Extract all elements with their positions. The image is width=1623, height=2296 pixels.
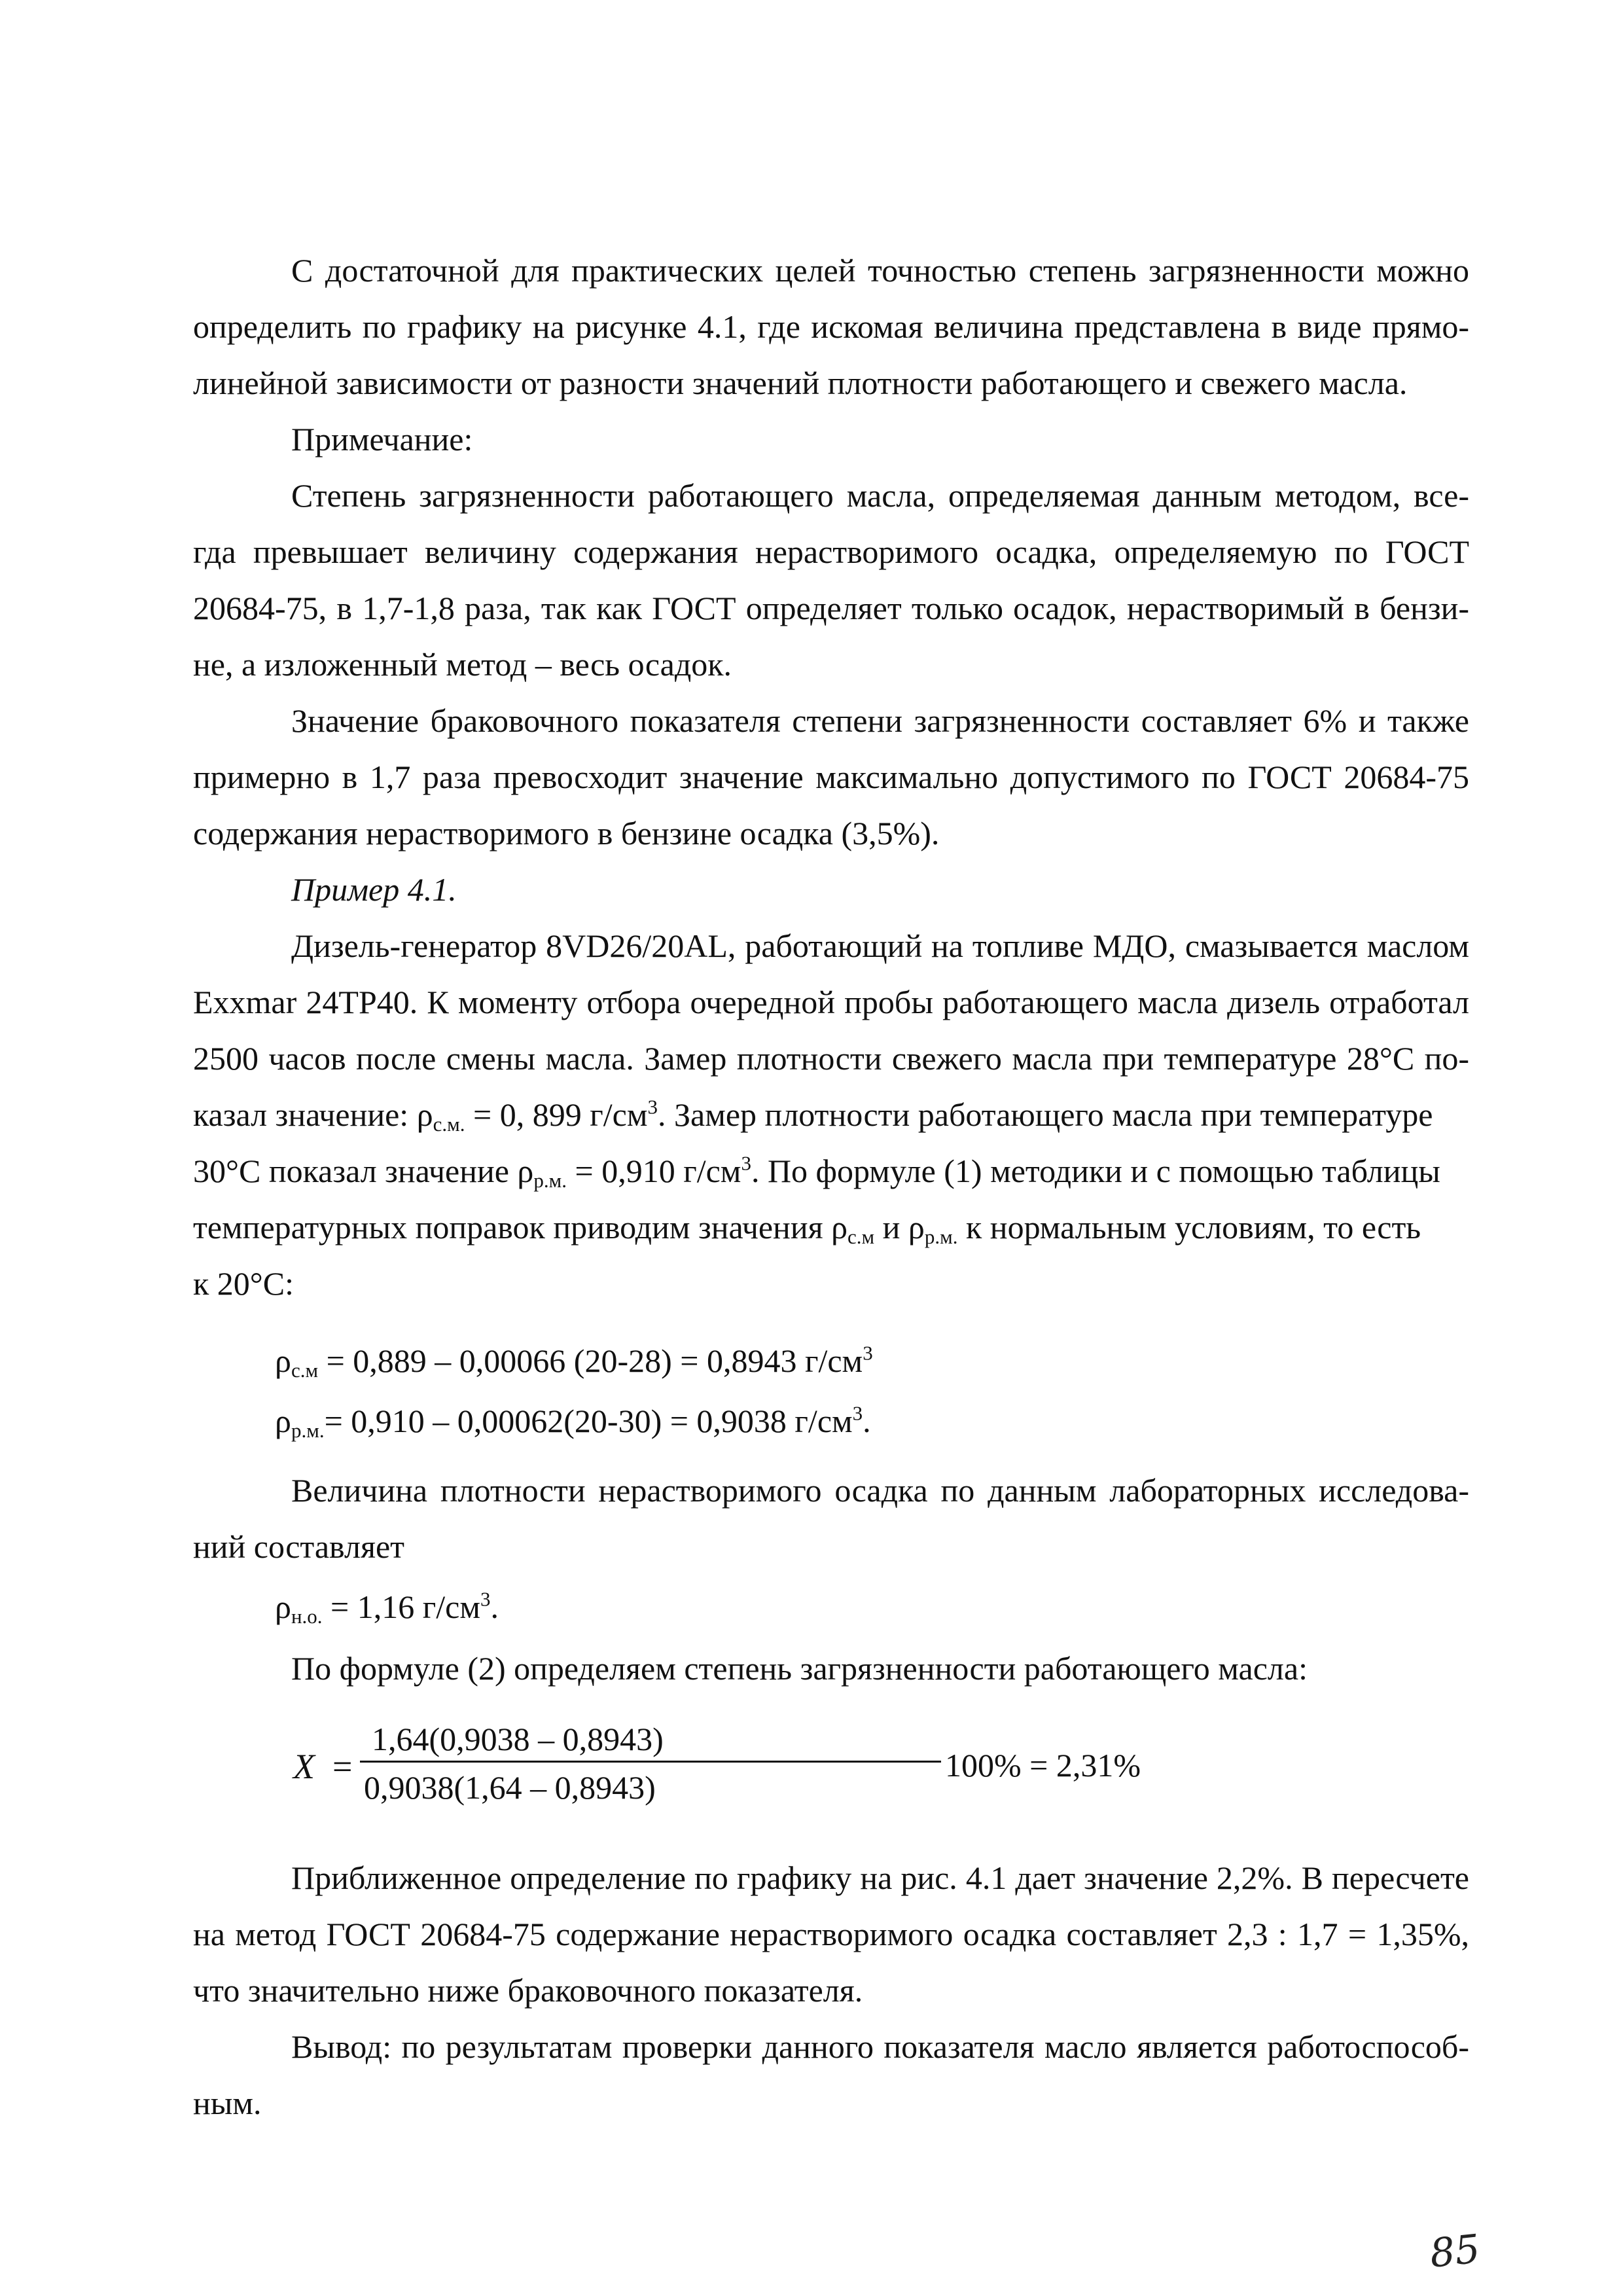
text-segment: ρ (275, 1342, 291, 1379)
note-label: Примечание: (291, 421, 473, 457)
text-segment: казал значение: ρ (193, 1096, 433, 1133)
contamination-formula (293, 1720, 1141, 1806)
subscript: р.м. (291, 1418, 325, 1442)
text-segment: ρ (275, 1588, 291, 1625)
formula-equals: = (332, 1747, 353, 1786)
text-segment: 30°С показал значение ρ (193, 1153, 534, 1189)
subscript: р.м. (924, 1225, 958, 1248)
text-segment: температурных поправок приводим значения ρ (193, 1209, 848, 1246)
paragraph-1-line-3: линейной зависимости от разности значений плотности работающего и свежего масла. (193, 365, 1408, 401)
paragraph-5-line-1: Величина плотности нерастворимого осадка по данным лабораторных исследова- (291, 1472, 1469, 1509)
page-number: 85 (1427, 2226, 1482, 2277)
paragraph-4-line-2: Exxmar 24TP40. К моменту отбора очередной пробы работающего масла дизель отработал (193, 984, 1469, 1020)
text-segment: . (490, 1588, 499, 1625)
equation-sediment-density (275, 1587, 499, 1628)
paragraph-5-line-2: ний составляет (193, 1528, 404, 1565)
text-segment: ρ (275, 1403, 291, 1439)
paragraph-2-line-1: Степень загрязненности работающего масла, определяемая данным методом, все- (291, 477, 1469, 514)
example-title: Пример 4.1. (291, 871, 457, 908)
paragraph-2-line-3: 20684-75, в 1,7-1,8 раза, так как ГОСТ определяет только осадок, нерастворимый в бензи- (193, 590, 1469, 626)
paragraph-2-line-2: гда превышает величину содержания нерастворимого осадка, определяемую по ГОСТ (193, 533, 1469, 570)
subscript: н.о. (291, 1604, 323, 1628)
paragraph-3-line-2: примерно в 1,7 раза превосходит значение максимально допустимого по ГОСТ 20684-75 (193, 759, 1469, 795)
numerator-text: 1,64(0,9038 – 0,8943) (372, 1721, 664, 1757)
paragraph-4-line-6 (193, 1211, 1421, 1247)
superscript: 3 (647, 1095, 658, 1119)
superscript: 3 (480, 1587, 491, 1611)
denominator-text: 0,9038(1,64 – 0,8943) (364, 1769, 656, 1806)
superscript: 3 (741, 1151, 751, 1175)
paragraph-2-line-4: не, а изложенный метод – весь осадок. (193, 646, 732, 683)
paragraph-4-line-1: Дизель-генератор 8VD26/20AL, работающий на топливе МДО, смазывается маслом (291, 927, 1469, 964)
text-segment: и ρ (874, 1209, 925, 1246)
superscript: 3 (863, 1341, 873, 1365)
paragraph-6: По формуле (2) определяем степень загрязненности работающего масла: (291, 1650, 1308, 1687)
formula-variable: X (293, 1747, 315, 1786)
text-segment: = 0,889 – 0,00066 (20-28) = 0,8943 г/см (318, 1342, 863, 1379)
formula-result: 100% = 2,31% (945, 1747, 1141, 1784)
paragraph-7-line-1: Приближенное определение по графику на рис. 4.1 дает значение 2,2%. В пересчете (291, 1859, 1469, 1896)
superscript: 3 (852, 1401, 863, 1425)
text-segment: к нормальным условиям, то есть (957, 1209, 1421, 1246)
formula-denominator (364, 1768, 656, 1806)
paragraph-4-line-4 (193, 1095, 1433, 1136)
paragraph-8-line-2: ным. (193, 2085, 262, 2121)
paragraph-7-line-3: что значительно ниже браковочного показателя. (193, 1972, 863, 2009)
subscript: с.м (291, 1358, 319, 1382)
paragraph-1-line-2: определить по графику на рисунке 4.1, где искомая величина представлена в виде прямо- (193, 308, 1469, 345)
equation-working-oil-density (275, 1401, 871, 1442)
paragraph-4-line-5 (193, 1151, 1440, 1192)
text-segment: . (863, 1403, 871, 1439)
text-segment: = 0,910 – 0,00062(20-30) = 0,9038 г/см (324, 1403, 853, 1439)
paragraph-4-line-7: к 20°С: (193, 1265, 294, 1302)
paragraph-3-line-3: содержания нерастворимого в бензине осадка (3,5%). (193, 815, 940, 852)
paragraph-4-line-3: 2500 часов после смены масла. Замер плотности свежего масла при температуре 28°С по- (193, 1040, 1469, 1077)
paragraph-1-line-1: С достаточной для практических целей точностью степень загрязненности можно (291, 252, 1469, 289)
paragraph-3-line-1: Значение браковочного показателя степени загрязненности составляет 6% и также (291, 702, 1469, 739)
subscript: с.м (847, 1225, 875, 1248)
formula-numerator (372, 1720, 938, 1758)
subscript: с.м. (433, 1112, 465, 1136)
paragraph-7-line-2: на метод ГОСТ 20684-75 содержание нерастворимого осадка составляет 2,3 : 1,7 = 1,35%, (193, 1916, 1469, 1952)
text-segment: . По формуле (1) методики и с помощью таблицы (751, 1153, 1440, 1189)
text-segment: = 0,910 г/см (567, 1153, 741, 1189)
text-segment: = 0, 899 г/см (465, 1096, 648, 1133)
text-segment: . Замер плотности работающего масла при температуре (657, 1096, 1433, 1133)
fraction-bar (360, 1761, 941, 1763)
paragraph-8-line-1: Вывод: по результатам проверки данного показателя масло является работоспособ- (291, 2028, 1469, 2065)
text-segment: = 1,16 г/см (322, 1588, 480, 1625)
equation-fresh-oil-density (275, 1341, 873, 1382)
subscript: р.м. (533, 1168, 567, 1192)
